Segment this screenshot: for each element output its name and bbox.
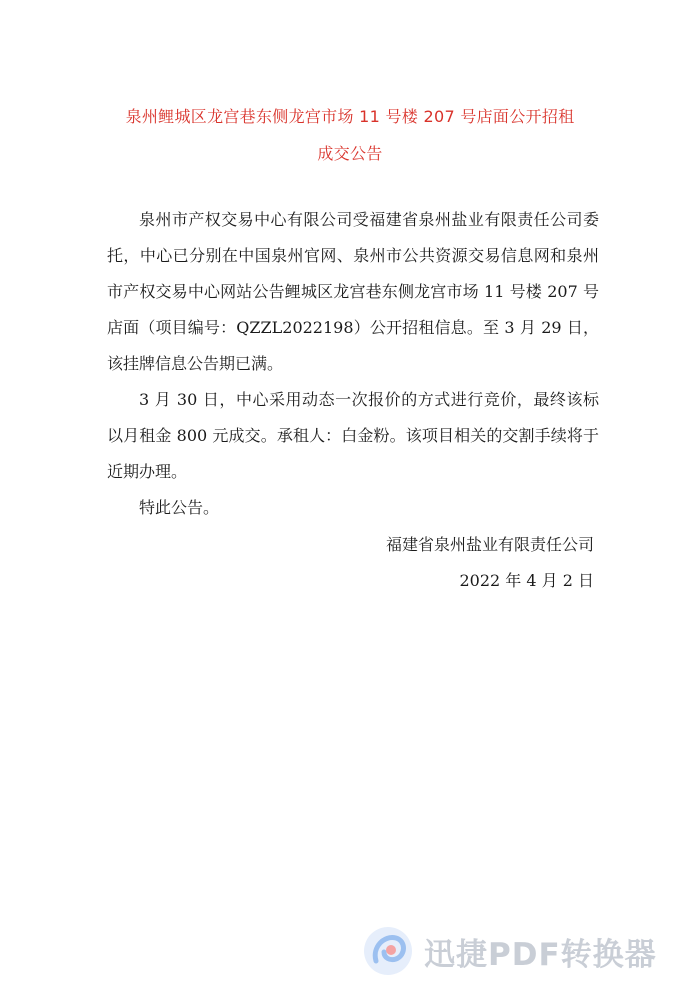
signature-date: 2022 年 4 月 2 日 — [459, 571, 594, 590]
watermark-text: 迅捷PDF转换器 — [424, 936, 657, 973]
watermark — [362, 922, 692, 980]
title-line-1: 泉州鲤城区龙宫巷东侧龙宫市场 11 号楼 207 号店面公开招租 — [125, 107, 575, 126]
title-line-2: 成交公告 — [317, 144, 383, 163]
pdf-converter-logo-icon — [362, 925, 414, 977]
paragraph-commission: 泉州市产权交易中心有限公司受福建省泉州盐业有限责任公司委托，中心已分别在中国泉州官网、泉州市公共资源交易信息网和泉州市产权交易中心网站公告鲤城区龙宫巷东侧龙宫市场 11 号楼 207 号店面（项目编号：QZZL2022198）公开招租信息。至 3 月 29 日，该挂牌信息公告期已满。 — [107, 210, 599, 373]
paragraph-result: 3 月 30 日，中心采用动态一次报价的方式进行竞价，最终该标以月租金 800 元成交。承租人：白金粉。该项目相关的交割手续将于近期办理。 — [107, 390, 599, 481]
announcement-body — [107, 202, 599, 526]
signature-organization: 福建省泉州盐业有限责任公司 — [385, 535, 594, 554]
paragraph-closing: 特此公告。 — [139, 498, 220, 517]
